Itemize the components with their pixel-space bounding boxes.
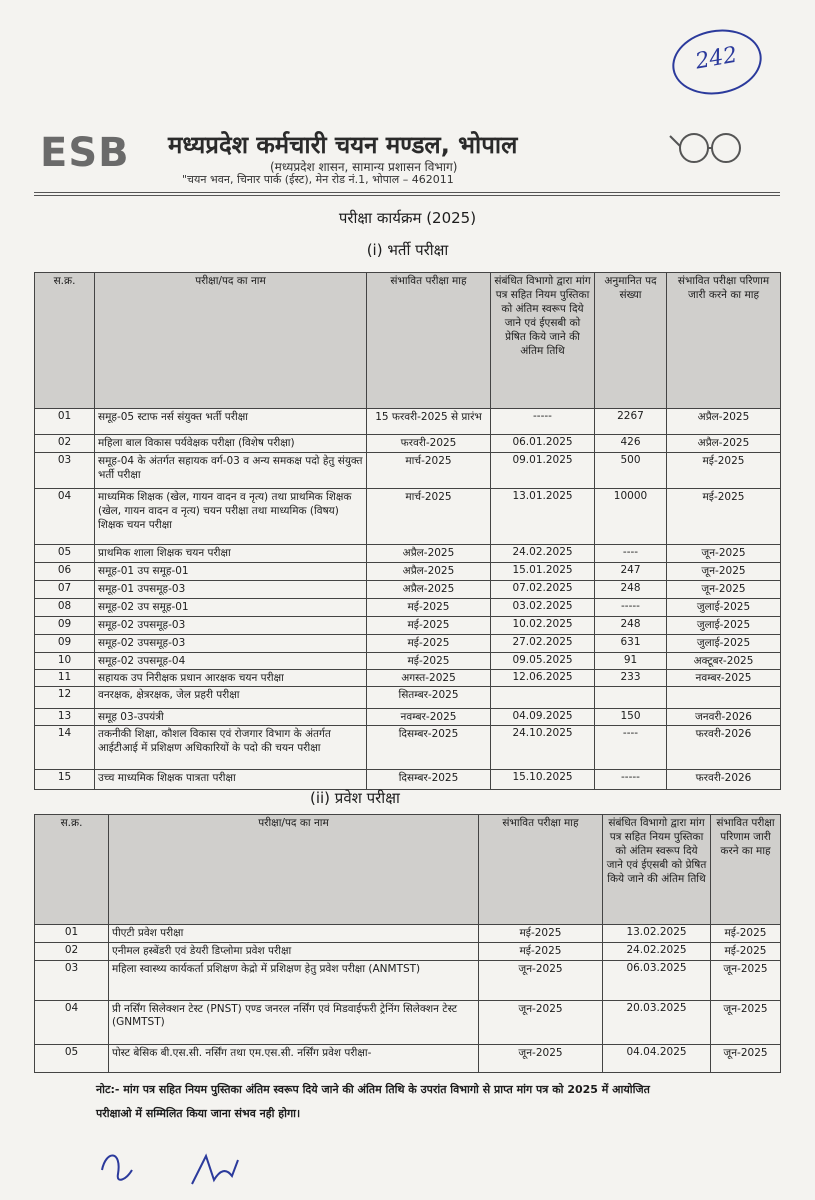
organization-name: मध्यप्रदेश कर्मचारी चयन मण्डल, भोपाल (168, 131, 518, 159)
table-cell (667, 687, 781, 709)
table-cell (595, 687, 667, 709)
table-cell: दिसम्बर-2025 (367, 770, 491, 790)
table-cell: जून-2025 (667, 545, 781, 563)
table-cell: 10.02.2025 (491, 617, 595, 635)
table-cell: 01 (35, 409, 95, 435)
table-cell: 04.04.2025 (603, 1045, 711, 1073)
table-cell: 10000 (595, 489, 667, 545)
table-row (35, 670, 781, 687)
table-cell: माध्यमिक शिक्षक (खेल, गायन वादन व नृत्य) तथा प्राथमिक शिक्षक (खेल, गायन वादन व नृत्य) चयन परीक्षा तथा माध्यमिक (विषय) शिक्षक चयन परीक्षा (95, 489, 367, 545)
table-cell: 09.01.2025 (491, 453, 595, 489)
table-cell: 02 (35, 435, 95, 453)
table-cell: 12 (35, 687, 95, 709)
table-cell: मई-2025 (711, 943, 781, 961)
table-cell: 248 (595, 581, 667, 599)
table-cell: मई-2025 (367, 653, 491, 670)
table-cell: मई-2025 (667, 453, 781, 489)
table-cell: 08 (35, 599, 95, 617)
table-cell: मई-2025 (479, 943, 603, 961)
table-cell: 06.03.2025 (603, 961, 711, 1001)
table-row (35, 617, 781, 635)
section2-title: (ii) प्रवेश परीक्षा (310, 789, 400, 807)
table-cell: 04.09.2025 (491, 709, 595, 726)
table-cell: 27.02.2025 (491, 635, 595, 653)
table-cell: वनरक्षक, क्षेत्ररक्षक, जेल प्रहरी परीक्षा (95, 687, 367, 709)
table-cell: 631 (595, 635, 667, 653)
table-cell: समूह 03-उपयंत्री (95, 709, 367, 726)
table-cell: ----- (491, 409, 595, 435)
table-cell: फरवरी-2026 (667, 726, 781, 770)
table-cell: 07.02.2025 (491, 581, 595, 599)
page-number-stamp: 242 (667, 23, 767, 102)
department-line: (मध्यप्रदेश शासन, सामान्य प्रशासन विभाग) (270, 160, 458, 174)
table-cell: 15 (35, 770, 95, 790)
document-title: परीक्षा कार्यक्रम (2025) (338, 209, 477, 227)
table-row (35, 726, 781, 770)
table-cell: ---- (595, 726, 667, 770)
table-row (35, 925, 781, 943)
table-cell: मार्च-2025 (367, 489, 491, 545)
table-cell: 05 (35, 1045, 109, 1073)
table-cell: ----- (595, 770, 667, 790)
table-cell: एनीमल हस्बेंडरी एवं डेयरी डिप्लोमा प्रवेश परीक्षा (109, 943, 479, 961)
table-cell: मई-2025 (367, 599, 491, 617)
table-cell: पोस्ट बेसिक बी.एस.सी. नर्सिंग तथा एम.एस.सी. नर्सिंग प्रवेश परीक्षा- (109, 1045, 479, 1073)
table-cell: 04 (35, 1001, 109, 1045)
table-cell: 2267 (595, 409, 667, 435)
table-header-row: स.क्र. परीक्षा/पद का नाम संभावित परीक्षा माह संबंधित विभागो द्वारा मांग पत्र सहित नियम पुस्तिका को अंतिम स्वरूप दिये जाने एवं ईएसबी को प्रेषित किये जाने की अंतिम तिथि संभावित परीक्षा परिणाम जारी करने का माह (35, 815, 781, 925)
table-row (35, 653, 781, 670)
table-cell: मई-2025 (711, 925, 781, 943)
table-cell: समूह-02 उपसमूह-03 (95, 635, 367, 653)
table-row (35, 770, 781, 790)
table-cell: जुलाई-2025 (667, 617, 781, 635)
note-text-continued: परीक्षाओ में सम्मिलित किया जाना संभव नही होगा। (96, 1107, 301, 1120)
table-cell: 15.01.2025 (491, 563, 595, 581)
table-cell (491, 687, 595, 709)
signatures (96, 1140, 356, 1198)
table-row (35, 709, 781, 726)
table-row (35, 409, 781, 435)
header-rule-2 (34, 195, 780, 196)
table-cell: 12.06.2025 (491, 670, 595, 687)
table-cell: 14 (35, 726, 95, 770)
table-cell: अगस्त-2025 (367, 670, 491, 687)
table-row (35, 1045, 781, 1073)
table-cell: महिला बाल विकास पर्यवेक्षक परीक्षा (विशेष परीक्षा) (95, 435, 367, 453)
address-line: "चयन भवन, चिनार पार्क (ईस्ट), मेन रोड नं.1, भोपाल – 462011 (182, 173, 454, 186)
table-cell: अप्रैल-2025 (667, 409, 781, 435)
table-cell: मई-2025 (367, 617, 491, 635)
table-cell: समूह-04 के अंतर्गत सहायक वर्ग-03 व अन्य समकक्ष पदो हेतु संयुक्त भर्ती परीक्षा (95, 453, 367, 489)
table-cell: जून-2025 (711, 1001, 781, 1045)
table-cell: 11 (35, 670, 95, 687)
table-cell: 15.10.2025 (491, 770, 595, 790)
table-row (35, 961, 781, 1001)
table-cell: जून-2025 (711, 961, 781, 1001)
entrance-exam-table (34, 814, 781, 1073)
table-cell: दिसम्बर-2025 (367, 726, 491, 770)
table-cell: 13 (35, 709, 95, 726)
recruitment-exam-table (34, 272, 781, 790)
table-cell: 20.03.2025 (603, 1001, 711, 1045)
letterhead (0, 110, 815, 190)
table-cell: 15 फरवरी-2025 से प्रारंभ (367, 409, 491, 435)
swachh-bharat-logo (668, 126, 752, 182)
table-cell: 24.02.2025 (603, 943, 711, 961)
table-row (35, 435, 781, 453)
table-cell: नवम्बर-2025 (667, 670, 781, 687)
table-cell: 04 (35, 489, 95, 545)
table-cell: 06.01.2025 (491, 435, 595, 453)
table-row (35, 943, 781, 961)
table-cell: समूह-05 स्टाफ नर्स संयुक्त भर्ती परीक्षा (95, 409, 367, 435)
table-cell: जून-2025 (479, 1001, 603, 1045)
table-cell: 09 (35, 617, 95, 635)
table-cell: 09 (35, 635, 95, 653)
table-cell: समूह-02 उपसमूह-03 (95, 617, 367, 635)
table-row (35, 635, 781, 653)
table-cell: जुलाई-2025 (667, 635, 781, 653)
table-cell: जून-2025 (711, 1045, 781, 1073)
table-cell: जनवरी-2026 (667, 709, 781, 726)
table-row (35, 687, 781, 709)
table-cell: 07 (35, 581, 95, 599)
table-cell: नवम्बर-2025 (367, 709, 491, 726)
table-cell: तकनीकी शिक्षा, कौशल विकास एवं रोजगार विभाग के अंतर्गत आईटीआई में प्रशिक्षण अधिकारियों के पदो की चयन परीक्षा (95, 726, 367, 770)
table-cell: उच्च माध्यमिक शिक्षक पात्रता परीक्षा (95, 770, 367, 790)
note-text: नोट:- मांग पत्र सहित नियम पुस्तिका अंतिम स्वरूप दिये जाने की अंतिम तिथि के उपरांत विभागो से प्राप्त मांग पत्र को 2025 में आयोजित (96, 1083, 650, 1096)
table-cell: अक्टूबर-2025 (667, 653, 781, 670)
table-cell: फरवरी-2026 (667, 770, 781, 790)
table-row (35, 563, 781, 581)
table-cell: 91 (595, 653, 667, 670)
table-cell: जुलाई-2025 (667, 599, 781, 617)
table-cell: सितम्बर-2025 (367, 687, 491, 709)
table-cell: 500 (595, 453, 667, 489)
table-cell: 247 (595, 563, 667, 581)
table-cell: अप्रैल-2025 (367, 581, 491, 599)
table-cell: 05 (35, 545, 95, 563)
table-cell: 233 (595, 670, 667, 687)
table-cell: मार्च-2025 (367, 453, 491, 489)
table-cell: जून-2025 (667, 563, 781, 581)
table-cell: महिला स्वास्थ्य कार्यकर्ता प्रशिक्षण केद्रो में प्रशिक्षण हेतु प्रवेश परीक्षा (ANMTST) (109, 961, 479, 1001)
table-cell: ---- (595, 545, 667, 563)
table-cell: पीएटी प्रवेश परीक्षा (109, 925, 479, 943)
esb-logo: ESB (40, 130, 130, 176)
table-cell: फरवरी-2025 (367, 435, 491, 453)
table-cell: अप्रैल-2025 (667, 435, 781, 453)
table-cell: जून-2025 (479, 961, 603, 1001)
table-row (35, 489, 781, 545)
table-cell: समूह-02 उपसमूह-04 (95, 653, 367, 670)
table-cell: 03.02.2025 (491, 599, 595, 617)
table-cell: 13.01.2025 (491, 489, 595, 545)
table-cell: अप्रैल-2025 (367, 545, 491, 563)
table-row (35, 545, 781, 563)
table-row (35, 1001, 781, 1045)
table-cell: 24.10.2025 (491, 726, 595, 770)
table-cell: समूह-02 उप समूह-01 (95, 599, 367, 617)
table-header-row: स.क्र. परीक्षा/पद का नाम संभावित परीक्षा माह संबंधित विभागो द्वारा मांग पत्र सहित नियम पुस्तिका को अंतिम स्वरूप दिये जाने एवं ईएसबी को प्रेषित किये जाने की अंतिम तिथि अनुमानित पद संख्या संभावित परीक्षा परिणाम जारी करने का माह (35, 273, 781, 409)
table-row (35, 599, 781, 617)
table-cell: 24.02.2025 (491, 545, 595, 563)
section1-title: (i) भर्ती परीक्षा (366, 241, 449, 259)
table-cell: 10 (35, 653, 95, 670)
table-cell: 03 (35, 961, 109, 1001)
table-row (35, 581, 781, 599)
table-cell: प्री नर्सिंग सिलेक्शन टेस्ट (PNST) एण्ड जनरल नर्सिंग एवं मिडवाईफरी ट्रेनिंग सिलेक्शन टेस्ट (GNMTST) (109, 1001, 479, 1045)
table-cell: समूह-01 उप समूह-01 (95, 563, 367, 581)
table-cell: जून-2025 (667, 581, 781, 599)
table-cell: 13.02.2025 (603, 925, 711, 943)
table-cell: 01 (35, 925, 109, 943)
table-cell: 06 (35, 563, 95, 581)
table-cell: अप्रैल-2025 (367, 563, 491, 581)
table-cell: 150 (595, 709, 667, 726)
table-cell: 248 (595, 617, 667, 635)
table-cell: 426 (595, 435, 667, 453)
table-cell: सहायक उप निरीक्षक प्रधान आरक्षक चयन परीक्षा (95, 670, 367, 687)
table-row (35, 453, 781, 489)
table-cell: समूह-01 उपसमूह-03 (95, 581, 367, 599)
table-cell: ----- (595, 599, 667, 617)
header-rule (34, 192, 780, 193)
table-cell: मई-2025 (367, 635, 491, 653)
table-cell: मई-2025 (667, 489, 781, 545)
table-cell: मई-2025 (479, 925, 603, 943)
table-cell: 03 (35, 453, 95, 489)
table-cell: प्राथमिक शाला शिक्षक चयन परीक्षा (95, 545, 367, 563)
table-cell: जून-2025 (479, 1045, 603, 1073)
table-cell: 09.05.2025 (491, 653, 595, 670)
table-cell: 02 (35, 943, 109, 961)
